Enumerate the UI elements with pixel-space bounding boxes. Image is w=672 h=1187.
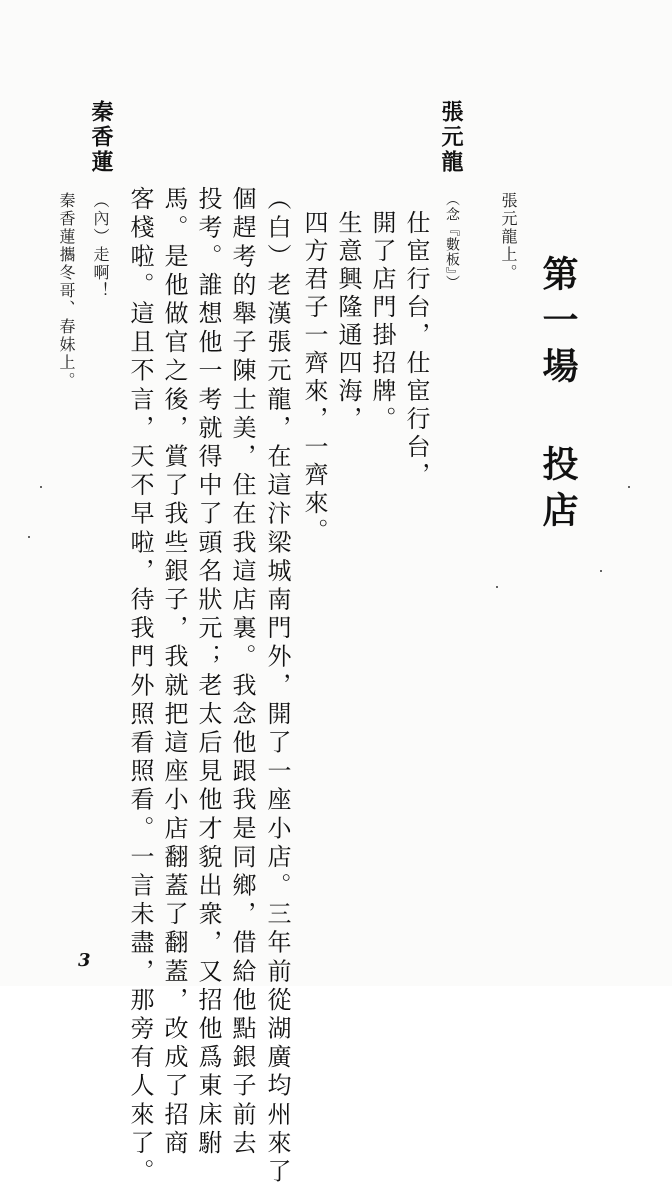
verse-line: 仕宦行台，仕宦行台， [402, 210, 430, 490]
speech-line: 個趕考的舉子陳士美，住在我這店裏。我念他跟我是同鄉，借給他點銀子前去 [228, 186, 256, 1159]
scan-speck [496, 586, 498, 588]
scan-speck [40, 486, 42, 488]
speaker-name: 張元龍 [438, 100, 464, 175]
performance-cue: （念『數板』） [444, 192, 460, 290]
scan-speck [600, 570, 602, 572]
stage-direction-enter: 秦香蓮攜冬哥、春妹上。 [57, 192, 76, 390]
stage-direction-enter: 張元龍上。 [499, 192, 518, 282]
page-number: 3 [78, 950, 91, 971]
offstage-cue: （內）走啊！ [91, 192, 110, 300]
scan-speck [28, 536, 30, 538]
speech-line: （白）老漢張元龍，在這汴梁城南門外，開了一座小店。三年前從湖廣均州來了 [263, 186, 291, 1187]
speech-line: 客棧啦。這且不言，天不早啦，待我門外照看照看。一言未盡，那旁有人來了。 [126, 186, 154, 1187]
scene-title: 第一場 投店 [537, 255, 579, 537]
verse-line: 開了店門掛招牌。 [368, 210, 396, 434]
scan-speck [628, 486, 630, 488]
verse-line: 生意興隆通四海， [334, 210, 362, 434]
speech-line: 馬。是他做官之後，賞了我些銀子，我就把這座小店翻蓋了翻蓋，改成了招商 [160, 186, 188, 1159]
speech-line: 投考。誰想他一考就得中了頭名狀元；老太后見他才貌出衆，又招他爲東床駙 [194, 186, 222, 1159]
verse-line: 四方君子一齊來，一齊來。 [300, 210, 328, 546]
speaker-name: 秦香蓮 [88, 100, 114, 175]
